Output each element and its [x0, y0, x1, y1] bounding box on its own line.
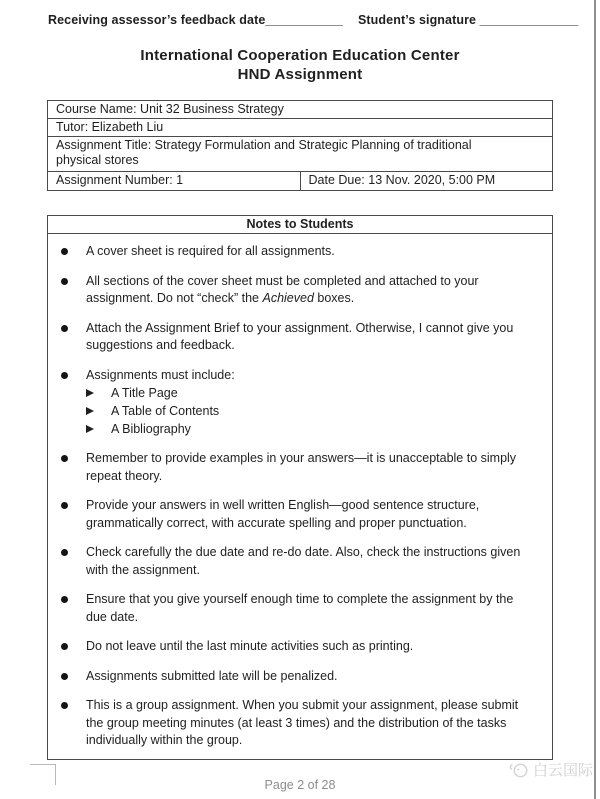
sub-list-item [86, 420, 235, 438]
bullet-cell [61, 273, 86, 308]
bullet-dot-icon [61, 702, 68, 709]
table-row [48, 119, 553, 137]
arrow-right-bullet-icon [86, 425, 94, 433]
sub-bullet-cell [86, 384, 111, 402]
table-cell-text: Course Name: Unit 32 Business Strategy [56, 101, 284, 116]
note-text-segment: boxes. [313, 291, 355, 305]
bullet-dot-icon [61, 502, 68, 509]
title-line-2: HND Assignment [237, 66, 363, 83]
note-item [61, 668, 538, 686]
table-cell [300, 172, 553, 191]
notes-box [47, 215, 553, 760]
note-text-segment: Ensure that you give yourself enough time to complete the assignment by the due date. [86, 592, 514, 624]
sub-bullet-cell [86, 420, 111, 438]
student-signature-label: Student’s signature ______________ [357, 13, 579, 27]
note-text [86, 450, 532, 485]
note-item [61, 320, 538, 355]
table-row [48, 172, 553, 191]
note-text-segment: Provide your answers in well written English—good sentence structure, grammatically correct, with accurate spelling and proper punctuation. [86, 498, 480, 530]
note-item [61, 497, 538, 532]
bullet-cell [61, 638, 86, 656]
note-text [86, 697, 532, 750]
note-text [86, 320, 532, 355]
table-cell-text: Assignment Title: Strategy Formulation and Strategic Planning of traditional physical stores [56, 137, 472, 167]
table-cell-text: Date Due: 13 Nov. 2020, 5:00 PM [308, 172, 496, 187]
note-text [86, 591, 532, 626]
sub-list-item [86, 402, 235, 420]
bullet-dot-icon [61, 278, 68, 285]
table-cell [48, 119, 553, 137]
table-row [48, 137, 553, 172]
note-text-segment: Assignments submitted late will be penalized. [86, 668, 338, 683]
page-number: Page 2 of 28 [264, 778, 336, 792]
notes-list [48, 234, 552, 750]
note-text-segment: Check carefully the due date and re-do date. Also, check the instructions given with the assignment. [86, 545, 521, 577]
bullet-dot-icon [61, 248, 68, 255]
note-text-segment: Remember to provide examples in your answers—it is unacceptable to simply repeat theory. [86, 451, 517, 483]
note-text-segment: All sections of the cover sheet must be completed and attached to your assignment. Do not “check” the [86, 273, 479, 305]
note-text [86, 544, 532, 579]
watermark-text: 白云国际 [532, 762, 593, 779]
watermark [508, 759, 593, 780]
feedback-signature-line [48, 13, 578, 27]
table-row [48, 101, 553, 119]
note-item [61, 638, 538, 656]
bullet-cell [61, 668, 86, 686]
note-text-segment: Do not leave until the last minute activities such as printing. [86, 639, 414, 653]
feedback-date-label: Receiving assessor’s feedback date___________ [48, 13, 343, 27]
note-text-segment: A cover sheet is required for all assignments. [86, 244, 335, 258]
table-cell-text: Tutor: Elizabeth Liu [56, 119, 164, 134]
bullet-cell [61, 497, 86, 532]
notes-header: Notes to Students [48, 216, 552, 234]
page-edge-line [594, 0, 596, 799]
note-item [61, 367, 538, 439]
note-text [86, 273, 532, 308]
bullet-dot-icon [61, 372, 68, 379]
bullet-cell [61, 697, 86, 750]
bullet-cell [61, 320, 86, 355]
note-text [86, 668, 338, 686]
bullet-cell [61, 243, 86, 261]
note-text [86, 243, 335, 261]
note-item [61, 591, 538, 626]
note-item [61, 273, 538, 308]
bullet-cell [61, 591, 86, 626]
note-text-segment: Attach the Assignment Brief to your assignment. Otherwise, I cannot give you suggestions and feedback. [86, 320, 514, 352]
bullet-cell [61, 450, 86, 485]
title-line-1: International Cooperation Education Center [140, 47, 460, 64]
note-item [61, 544, 538, 579]
sub-item-text: A Table of Contents [111, 404, 220, 418]
page-title [0, 46, 600, 84]
bullet-dot-icon [61, 643, 68, 650]
sub-item-text: A Bibliography [111, 422, 191, 436]
table-cell [48, 172, 301, 191]
note-text [86, 497, 532, 532]
bullet-cell [61, 367, 86, 439]
bullet-cell [61, 544, 86, 579]
bullet-dot-icon [61, 325, 68, 332]
assignment-info-table [47, 100, 553, 191]
note-text-segment: Assignments must include: [86, 367, 235, 382]
sub-item-text: A Title Page [111, 386, 178, 400]
bullet-dot-icon [61, 673, 68, 680]
table-cell-text: Assignment Number: 1 [56, 172, 184, 187]
bullet-dot-icon [61, 455, 68, 462]
arrow-right-bullet-icon [86, 407, 94, 415]
note-item [61, 697, 538, 750]
sub-list-item [86, 384, 235, 402]
note-text [86, 638, 413, 656]
sub-bullet-cell [86, 402, 111, 420]
bullet-dot-icon [61, 596, 68, 603]
note-item [61, 243, 538, 261]
table-cell [48, 137, 553, 172]
note-item [61, 450, 538, 485]
table-cell [48, 101, 553, 119]
bullet-dot-icon [61, 549, 68, 556]
note-text-italic-segment: Achieved [262, 291, 314, 305]
arrow-right-bullet-icon [86, 389, 94, 397]
baiyun-logo-icon [508, 761, 530, 779]
note-text-segment: This is a group assignment. When you submit your assignment, please submit the group meeting minutes (at least 3 times) and the distribution of the tasks individually within the group. [86, 698, 519, 747]
note-text [86, 367, 235, 439]
